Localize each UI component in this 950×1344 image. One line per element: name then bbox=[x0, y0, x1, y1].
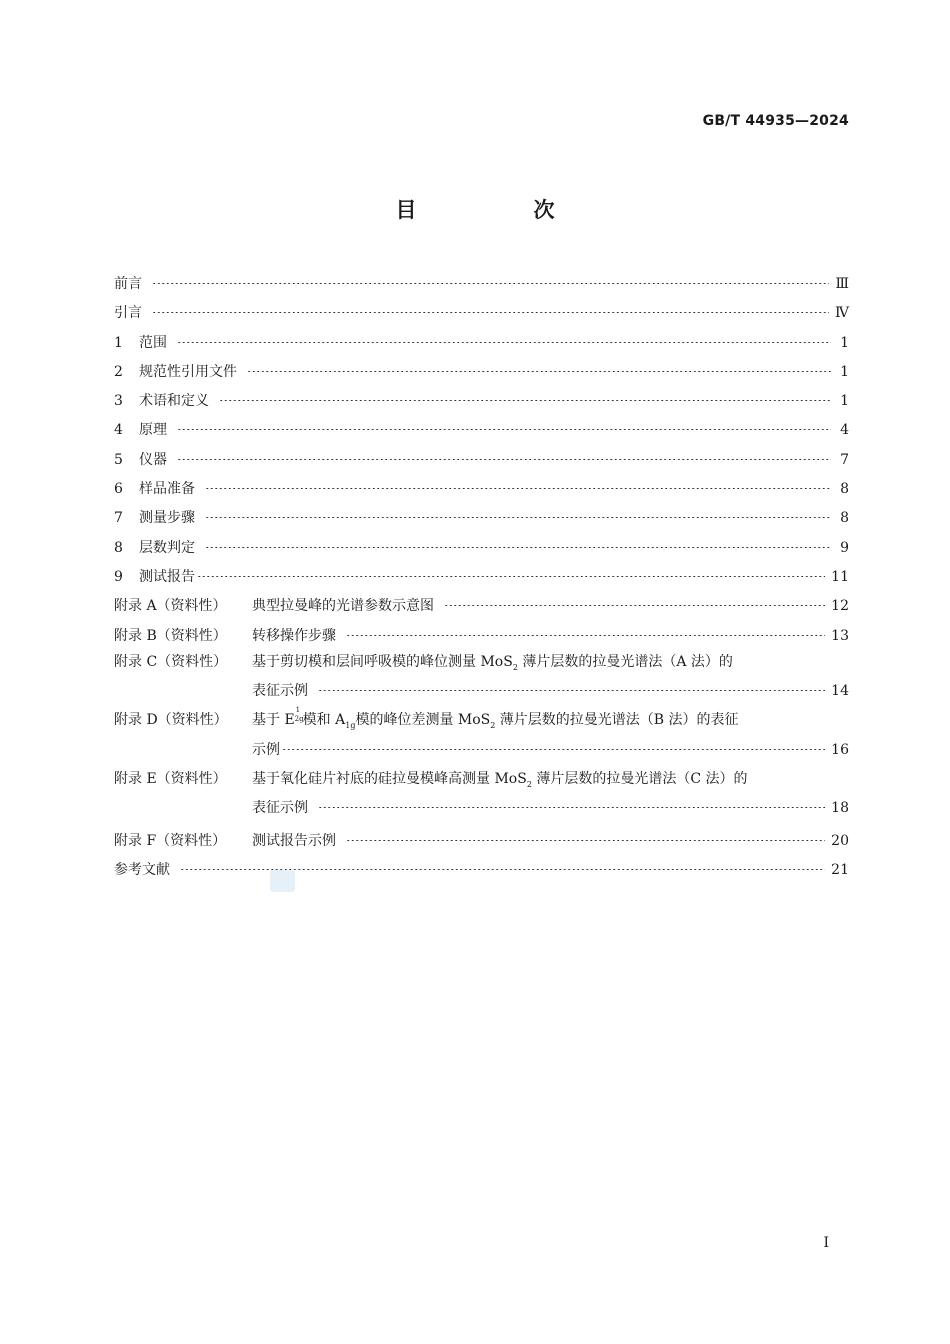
toc-leader bbox=[152, 283, 829, 284]
toc-number: 5 bbox=[114, 451, 123, 468]
toc-entry-9[interactable] bbox=[114, 563, 849, 592]
toc-entry-2[interactable] bbox=[114, 358, 849, 387]
toc-entry-1[interactable] bbox=[114, 329, 849, 358]
toc-leader bbox=[205, 547, 831, 548]
annex-prefix: 附录 F（资料性） bbox=[114, 832, 227, 849]
toc-label-line1: 基于氧化硅片衬底的硅拉曼模峰高测量 MoS$_2$ 薄片层数的拉曼光谱法（C 法）的 bbox=[252, 771, 748, 789]
toc-page: 8 bbox=[840, 481, 849, 498]
annex-prefix: 附录 C（资料性） bbox=[114, 653, 228, 670]
toc-page: 1 bbox=[840, 363, 849, 380]
toc-page: 20 bbox=[831, 832, 849, 849]
toc-leader bbox=[205, 517, 831, 518]
annex-prefix: 附录 B（资料性） bbox=[114, 627, 227, 644]
toc-page: 13 bbox=[831, 627, 849, 644]
toc-entry-7[interactable] bbox=[114, 504, 849, 533]
toc-entry-introduction[interactable] bbox=[114, 299, 849, 328]
toc-page: Ⅳ bbox=[835, 305, 849, 322]
toc-number: 8 bbox=[114, 539, 123, 556]
toc-leader bbox=[247, 371, 831, 372]
toc-page: 1 bbox=[840, 334, 849, 351]
toc-label: 规范性引用文件 bbox=[139, 363, 237, 380]
toc-number: 9 bbox=[114, 568, 123, 585]
toc-entry-annex-a[interactable] bbox=[114, 592, 849, 621]
toc-entry-foreword[interactable] bbox=[114, 270, 849, 299]
toc-entry-6[interactable] bbox=[114, 475, 849, 504]
toc-page: 8 bbox=[840, 510, 849, 527]
toc-label: 前言 bbox=[114, 276, 142, 292]
toc-label-line2: 表征示例 bbox=[252, 683, 308, 700]
toc-leader bbox=[444, 605, 825, 606]
toc-page: 4 bbox=[840, 422, 849, 439]
toc-leader bbox=[197, 576, 825, 577]
toc-entry-references[interactable] bbox=[114, 856, 849, 885]
toc-page: 18 bbox=[831, 800, 849, 817]
toc-label: 参考文献 bbox=[114, 861, 170, 878]
toc-label-line1: 基于剪切模和层间呼吸模的峰位测量 MoS$_2$ 薄片层数的拉曼光谱法（A 法）的 bbox=[252, 653, 733, 672]
table-of-contents bbox=[114, 270, 849, 885]
toc-leader bbox=[282, 749, 825, 750]
watermark-logo bbox=[270, 870, 295, 892]
toc-entry-3[interactable] bbox=[114, 387, 849, 416]
toc-number: 1 bbox=[114, 334, 123, 351]
standard-code: GB/T 44935—2024 bbox=[702, 113, 849, 129]
toc-leader bbox=[177, 459, 831, 460]
toc-label: 术语和定义 bbox=[139, 393, 209, 410]
toc-leader bbox=[318, 690, 825, 691]
toc-page: Ⅲ bbox=[835, 276, 849, 292]
toc-label: 原理 bbox=[139, 422, 167, 439]
toc-leader bbox=[219, 400, 831, 401]
toc-leader bbox=[205, 488, 831, 489]
toc-leader bbox=[177, 342, 831, 343]
toc-page: 21 bbox=[831, 861, 849, 878]
toc-number: 3 bbox=[114, 393, 123, 410]
toc-label: 范围 bbox=[139, 334, 167, 351]
toc-leader bbox=[152, 312, 829, 313]
toc-label: 样品准备 bbox=[139, 481, 195, 498]
toc-page: 16 bbox=[831, 741, 849, 758]
toc-entry-annex-f[interactable] bbox=[114, 827, 849, 856]
toc-leader bbox=[346, 840, 825, 841]
toc-label: 转移操作步骤 bbox=[252, 627, 336, 644]
toc-label: 测量步骤 bbox=[139, 510, 195, 527]
footer-page-number: I bbox=[823, 1235, 829, 1251]
toc-number: 6 bbox=[114, 481, 123, 498]
annex-prefix: 附录 E（资料性） bbox=[114, 771, 227, 788]
toc-entry-annex-d[interactable] bbox=[114, 706, 849, 768]
toc-label-line2: 示例 bbox=[252, 741, 280, 758]
toc-number: 7 bbox=[114, 510, 123, 527]
toc-label-line2: 表征示例 bbox=[252, 800, 308, 817]
toc-label: 测试报告 bbox=[139, 568, 195, 585]
toc-leader bbox=[318, 807, 825, 808]
toc-entry-4[interactable] bbox=[114, 416, 849, 445]
toc-entry-annex-b[interactable] bbox=[114, 622, 849, 651]
toc-page: 1 bbox=[840, 393, 849, 410]
toc-label: 层数判定 bbox=[139, 539, 195, 556]
annex-prefix: 附录 A（资料性） bbox=[114, 598, 227, 615]
toc-title: 目 次 bbox=[395, 198, 603, 222]
toc-page: 11 bbox=[831, 568, 849, 585]
toc-label: 引言 bbox=[114, 305, 142, 322]
annex-prefix: 附录 D（资料性） bbox=[114, 712, 228, 729]
toc-label: 仪器 bbox=[139, 451, 167, 468]
toc-page: 14 bbox=[831, 683, 849, 700]
toc-number: 4 bbox=[114, 422, 123, 439]
toc-entry-5[interactable] bbox=[114, 446, 849, 475]
toc-entry-annex-c[interactable] bbox=[114, 651, 849, 710]
toc-page: 9 bbox=[840, 539, 849, 556]
toc-label: 测试报告示例 bbox=[252, 832, 336, 849]
toc-entry-8[interactable] bbox=[114, 534, 849, 563]
toc-page: 12 bbox=[831, 598, 849, 615]
toc-entry-annex-e[interactable] bbox=[114, 768, 849, 827]
toc-leader bbox=[177, 429, 831, 430]
toc-page: 7 bbox=[840, 451, 849, 468]
toc-number: 2 bbox=[114, 363, 123, 380]
toc-label-line1: 基于 E 1 2g 模和 $A_{1g}$模的峰位差测量 MoS$_2$ 薄片层数的拉曼光谱法（B 法）的表征 bbox=[252, 706, 739, 731]
toc-leader bbox=[346, 635, 825, 636]
toc-label: 典型拉曼峰的光谱参数示意图 bbox=[252, 598, 434, 615]
